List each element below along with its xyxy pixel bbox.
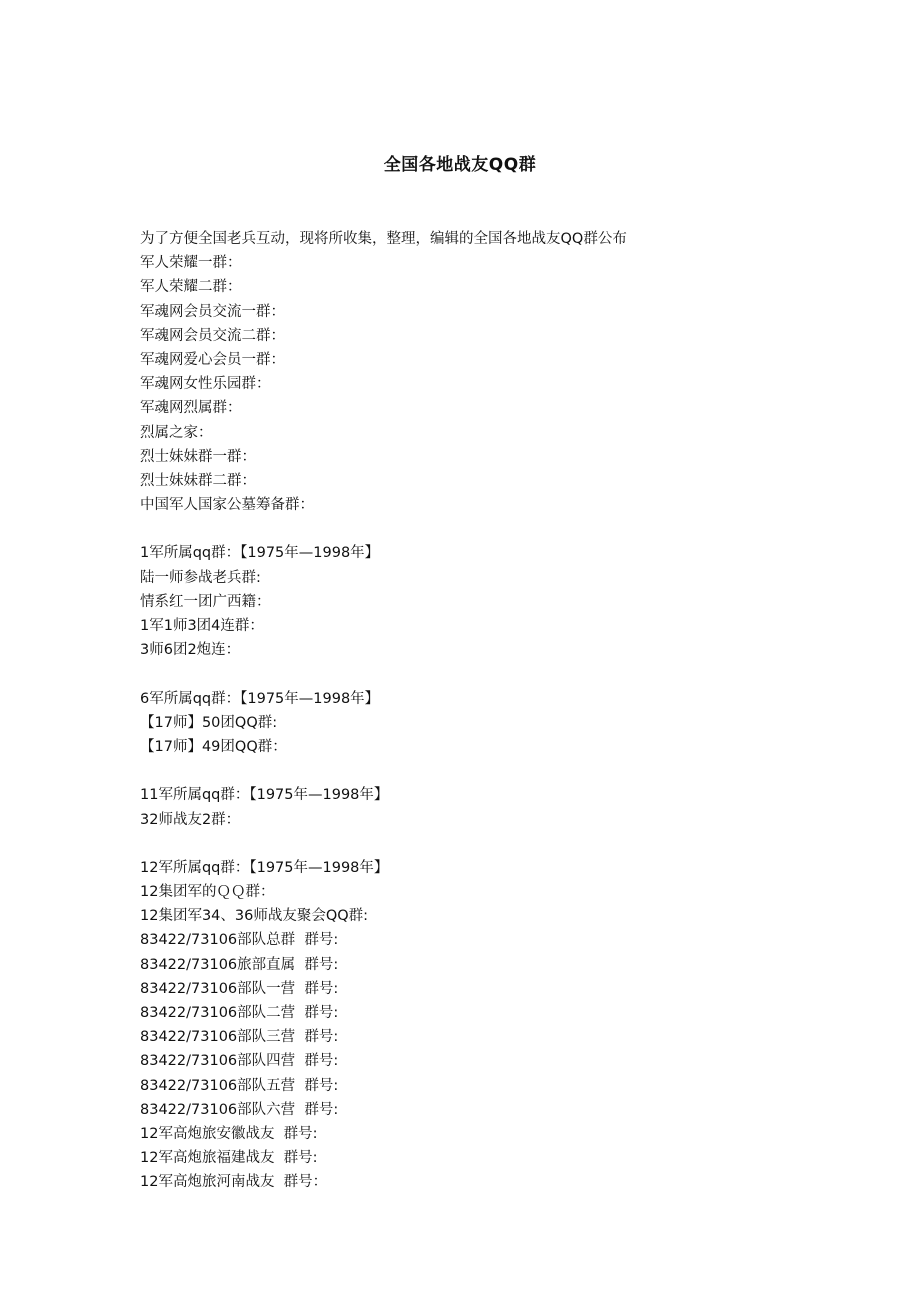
list-item: 军魂网烈属群： bbox=[140, 400, 242, 417]
list-item: 烈士妹妹群二群： bbox=[140, 472, 256, 489]
section-heading: 1军所属qq群：【1975年—1998年】 bbox=[140, 545, 380, 562]
list-item: 12集团军34、36师战友聚会QQ群: bbox=[140, 908, 369, 925]
list-item: 83422/73106部队二营 群号: bbox=[140, 1005, 339, 1021]
list-item: 83422/73106部队五营 群号: bbox=[140, 1077, 339, 1094]
list-item: 【17师】50团QQ群: bbox=[140, 714, 278, 731]
list-item: 陆一师参战老兵群: bbox=[140, 569, 261, 586]
list-item: 12军高炮旅安徽战友 群号: bbox=[140, 1125, 318, 1142]
list-item: 83422/73106部队一营 群号: bbox=[140, 980, 339, 997]
list-item: 军人荣耀二群： bbox=[140, 279, 242, 296]
list-item: 情系红一团广西籍： bbox=[140, 593, 271, 610]
list-item: 12集团军的ＱＱ群： bbox=[140, 884, 275, 901]
section-heading: 11军所属qq群：【1975年—1998年】 bbox=[140, 787, 389, 804]
list-item: 军魂网爱心会员一群： bbox=[140, 351, 285, 368]
list-item: 烈属之家： bbox=[140, 424, 213, 441]
list-item: 83422/73106旅部直属 群号: bbox=[140, 956, 339, 973]
list-item: 【17师】49团QQ群： bbox=[140, 738, 287, 755]
list-item: 12军高炮旅福建战友 群号: bbox=[140, 1150, 318, 1167]
list-item: 12军高炮旅河南战友 群号： bbox=[140, 1174, 328, 1191]
blank-line bbox=[140, 759, 840, 783]
army-1-section bbox=[140, 541, 840, 662]
section-heading: 12军所属qq群：【1975年—1998年】 bbox=[140, 859, 389, 876]
list-item: 32师战友2群： bbox=[140, 811, 241, 828]
list-item: 83422/73106部队四营 群号: bbox=[140, 1053, 339, 1070]
list-item: 83422/73106部队六营 群号: bbox=[140, 1101, 339, 1118]
list-item: 军魂网会员交流二群： bbox=[140, 327, 285, 344]
list-item: 83422/73106部队三营 群号: bbox=[140, 1029, 339, 1046]
section-heading: 6军所属qq群：【1975年—1998年】 bbox=[140, 690, 380, 707]
army-6-section bbox=[140, 687, 840, 760]
list-item: 烈士妹妹群一群： bbox=[140, 448, 256, 465]
list-item: 中国军人国家公墓筹备群： bbox=[140, 497, 314, 514]
list-item: 1军1师3团4连群： bbox=[140, 618, 264, 634]
list-item: 83422/73106部队总群 群号: bbox=[140, 932, 339, 949]
blank-line bbox=[140, 832, 840, 856]
army-12-section bbox=[140, 856, 840, 1195]
document-title: 全国各地战友QQ群 bbox=[383, 155, 537, 175]
list-item: 军人荣耀一群： bbox=[140, 255, 242, 272]
blank-line bbox=[140, 662, 840, 686]
list-item: 军魂网女性乐园群： bbox=[140, 376, 271, 393]
document-body bbox=[140, 227, 840, 1195]
intro-paragraph: 为了方便全国老兵互动，现将所收集，整理，编辑的全国各地战友QQ群公布 bbox=[140, 231, 627, 247]
army-11-section bbox=[140, 783, 840, 831]
list-item: 3师6团2炮连： bbox=[140, 642, 241, 659]
list-item: 军魂网会员交流一群： bbox=[140, 303, 285, 320]
general-group-list bbox=[140, 251, 840, 517]
blank-line bbox=[140, 517, 840, 541]
